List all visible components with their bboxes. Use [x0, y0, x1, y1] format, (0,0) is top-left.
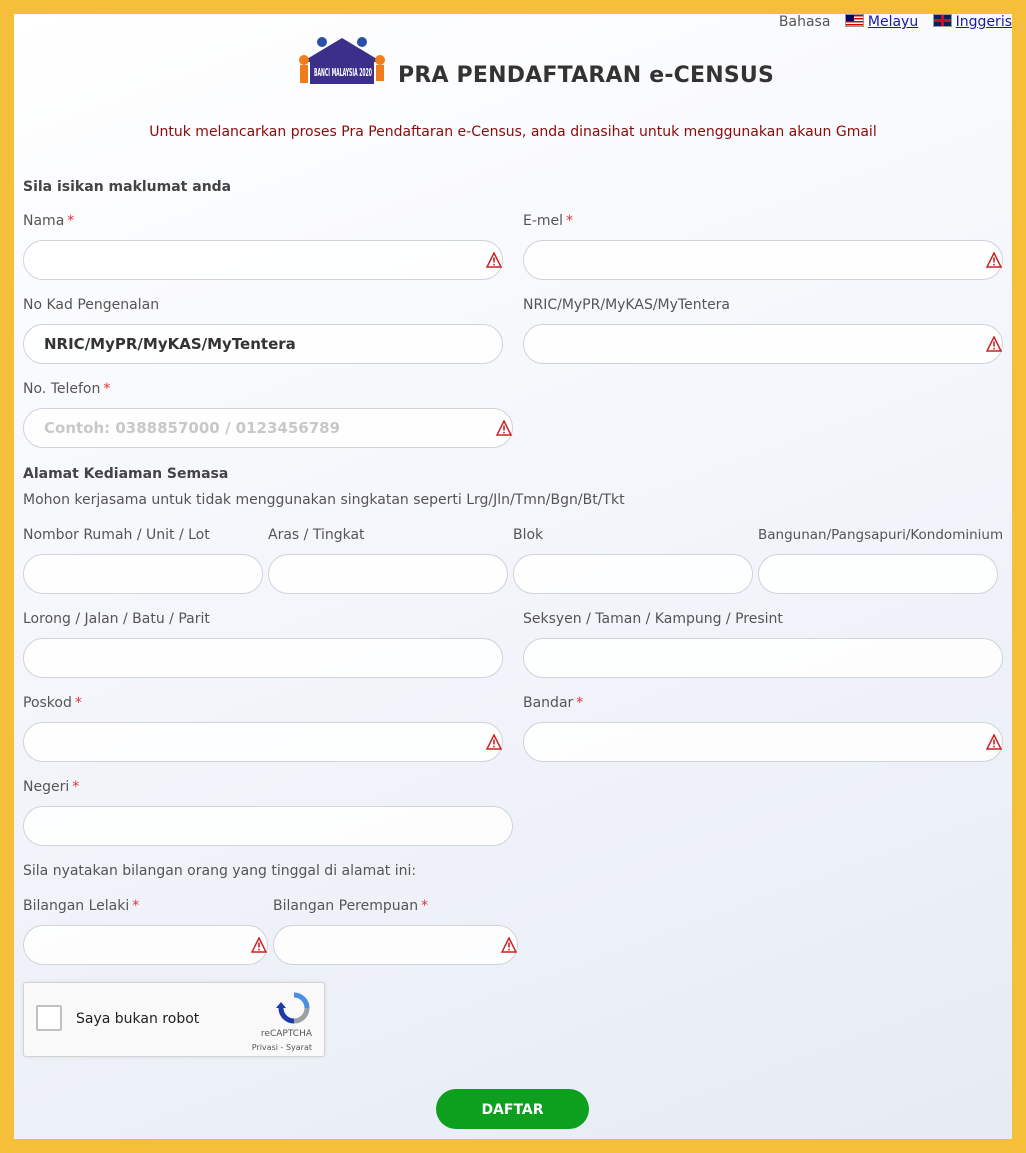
banci-logo: [292, 32, 392, 88]
telefon-input[interactable]: [23, 408, 513, 448]
lorong-label: Lorong / Jalan / Batu / Parit: [23, 611, 210, 627]
recaptcha-separator: -: [277, 1043, 286, 1052]
language-switcher: [779, 14, 1012, 30]
lelaki-label: Bilangan Lelaki *: [23, 898, 140, 914]
warning-icon: [986, 734, 1002, 750]
emel-label: E-mel *: [523, 213, 574, 229]
recaptcha-widget: [23, 982, 325, 1057]
warning-icon: [251, 937, 267, 953]
bangunan-input[interactable]: [758, 554, 998, 594]
aras-label: Aras / Tingkat: [268, 527, 365, 543]
page-title: PRA PENDAFTARAN e-CENSUS: [398, 63, 774, 88]
daftar-sekarang-button[interactable]: DAFTAR: [436, 1089, 589, 1129]
nama-input[interactable]: [23, 240, 503, 280]
id-type-label: No Kad Pengenalan: [23, 297, 160, 313]
recaptcha-terms-link[interactable]: Syarat: [285, 1043, 312, 1052]
uk-flag-icon: [933, 14, 952, 27]
gmail-notice: Untuk melancarkan proses Pra Pendaftaran e-Census, anda dinasihat untuk menggunakan akaun Gmail: [149, 124, 877, 140]
address-section-title: Alamat Kediaman Semasa: [23, 466, 229, 482]
nama-label: Nama *: [23, 213, 75, 229]
warning-icon: [501, 937, 517, 953]
page-frame: [14, 14, 1012, 1139]
bangunan-label: Bangunan/Pangsapuri/Kondominium: [758, 527, 1004, 543]
perempuan-input[interactable]: [273, 925, 518, 965]
recaptcha-checkbox[interactable]: [36, 1005, 62, 1031]
warning-icon: [486, 734, 502, 750]
blok-label: Blok: [513, 527, 544, 543]
rumah-input[interactable]: [23, 554, 263, 594]
recaptcha-icon: [274, 991, 314, 1027]
warning-icon: [986, 336, 1002, 352]
poskod-input[interactable]: [23, 722, 503, 762]
aras-input[interactable]: [268, 554, 508, 594]
warning-icon: [496, 420, 512, 436]
language-inggeris-link[interactable]: Inggeris: [955, 14, 1012, 30]
bandar-input[interactable]: [523, 722, 1003, 762]
negeri-label: Negeri *: [23, 779, 80, 795]
seksyen-input[interactable]: [523, 638, 1003, 678]
warning-icon: [486, 252, 502, 268]
recaptcha-text: Saya bukan robot: [76, 1011, 200, 1027]
emel-input[interactable]: [523, 240, 1003, 280]
language-label: Bahasa: [778, 14, 831, 30]
bandar-label: Bandar *: [523, 695, 584, 711]
id-number-label: NRIC/MyPR/MyKAS/MyTentera: [523, 297, 731, 313]
perempuan-label: Bilangan Perempuan *: [273, 898, 429, 914]
lorong-input[interactable]: [23, 638, 503, 678]
seksyen-label: Seksyen / Taman / Kampung / Presint: [523, 611, 783, 627]
recaptcha-links: [252, 1043, 312, 1052]
negeri-select[interactable]: [23, 806, 513, 846]
logo-text: BANCI MALAYSIA 2020: [314, 66, 373, 79]
address-note: Mohon kerjasama untuk tidak menggunakan singkatan seperti Lrg/Jln/Tmn/Bgn/Bt/Tkt: [23, 492, 625, 508]
recaptcha-privacy-link[interactable]: Privasi: [251, 1043, 278, 1052]
form-intro: Sila isikan maklumat anda: [23, 179, 232, 195]
warning-icon: [986, 252, 1002, 268]
blok-input[interactable]: [513, 554, 753, 594]
lelaki-input[interactable]: [23, 925, 268, 965]
language-melayu-link[interactable]: Melayu: [867, 14, 919, 30]
occupants-note: Sila nyatakan bilangan orang yang tinggal di alamat ini:: [23, 863, 417, 879]
rumah-label: Nombor Rumah / Unit / Lot: [23, 527, 210, 543]
recaptcha-brand: reCAPTCHA: [260, 1029, 312, 1039]
id-number-input[interactable]: [523, 324, 1003, 364]
id-type-select[interactable]: [23, 324, 503, 364]
telefon-label: No. Telefon *: [23, 381, 111, 397]
malaysia-flag-icon: [845, 14, 864, 27]
poskod-label: Poskod *: [23, 695, 82, 711]
